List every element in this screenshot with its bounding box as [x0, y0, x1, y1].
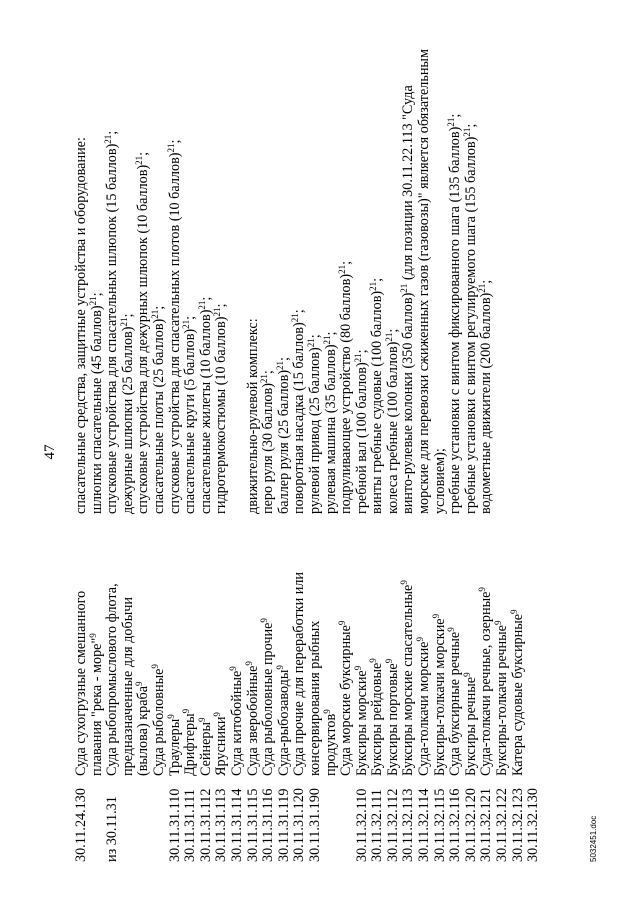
product-name-line [227, 538, 246, 776]
requirement-text: винто-рулевые колонки (350 баллов) [400, 292, 417, 514]
footnote-ref: 9 [274, 665, 285, 670]
footnote-ref: 21 [103, 134, 114, 144]
product-name-text: Суда-толкачи морские [416, 641, 433, 776]
footnote-ref: 21 [383, 332, 394, 342]
footnote-ref: 9 [227, 666, 238, 671]
footnote-ref: 9 [212, 712, 223, 717]
requirement-suffix: ; [353, 349, 370, 354]
requirement-suffix: ; [462, 123, 479, 128]
product-name-line [274, 538, 293, 776]
product-name-text: Суда прочие для переработки или [291, 571, 308, 776]
requirement-text: спасательные плоты (25 баллов) [150, 318, 167, 514]
product-name-line [149, 538, 168, 776]
footnote-ref: 21 [212, 307, 223, 317]
product-name-line [165, 538, 184, 776]
requirement-line [401, 42, 448, 514]
footnote-ref: 9 [165, 714, 176, 719]
requirement-line [352, 42, 371, 514]
product-name-text: Суда буксирные речные [447, 631, 464, 776]
okpd-code: 30.11.31.115 [244, 788, 261, 862]
requirement-text: подруливающее устройство (80 баллов) [338, 273, 355, 514]
okpd-code-column [74, 780, 542, 862]
requirement-text: спасательные жилеты (10 баллов) [197, 309, 214, 514]
footnote-ref: 21 [259, 374, 270, 384]
footnote-ref: 21 [165, 143, 176, 153]
file-name-footer: 5032451.doc [589, 815, 598, 862]
footnote-ref: 9 [368, 658, 379, 663]
product-name-text: плавания "река - море" [88, 637, 105, 776]
requirement-suffix: ; [150, 305, 167, 310]
footnote-ref: 21 [446, 117, 457, 127]
requirement-suffix: ; [291, 309, 308, 314]
product-name-text: Суда-толкачи речные, озерные [478, 591, 495, 776]
footnote-ref: 21 [399, 283, 410, 293]
okpd-code: 30.11.31.112 [197, 788, 214, 862]
product-name-line [243, 538, 262, 776]
okpd-code: 30.11.32.115 [431, 788, 448, 862]
product-name-text: Сейнеры [197, 721, 214, 776]
footnote-ref: 9 [446, 627, 457, 632]
requirement-text: гидротермокостюмы (10 баллов) [213, 316, 230, 514]
product-name-line [105, 538, 121, 776]
requirement-text: винты гребные судовые (100 баллов) [369, 290, 386, 514]
product-name-text: Суда морские буксирные [338, 625, 355, 776]
product-name-text: Катера судовые буксирные [509, 613, 526, 776]
requirement-suffix: ; [447, 113, 464, 118]
okpd-code: 30.11.32.110 [353, 788, 370, 862]
product-name-text: Буксиры рейдовые [369, 662, 386, 776]
okpd-code: из 30.11.31 [104, 796, 121, 862]
footnote-ref: 9 [461, 672, 472, 677]
requirement-text: шлюпки спасательные (45 баллов) [88, 305, 105, 514]
requirement-text: колеса гребные (100 баллов) [384, 341, 401, 514]
footnote-ref: 21 [181, 319, 192, 329]
requirement-text: поворотная насадка (15 баллов) [291, 322, 308, 514]
requirement-line [87, 42, 106, 514]
okpd-code: 30.11.32.111 [369, 789, 386, 862]
product-name-text: Буксиры портовые [384, 663, 401, 776]
footnote-ref: 21 [461, 127, 472, 137]
okpd-code: 30.11.31.111 [182, 789, 199, 862]
footnote-ref: 9 [181, 708, 192, 714]
okpd-code: 30.11.31.114 [228, 788, 245, 862]
requirement-text: спусковые устройства для дежурных шлюпок (10 баллов) [135, 164, 152, 514]
requirement-suffix: ; [322, 331, 339, 336]
product-name-text: Дрифтеры [182, 713, 199, 776]
requirement-text: спасательные круги (5 баллов) [182, 328, 199, 514]
requirement-line [370, 42, 386, 514]
product-name-text: Суда зверобойные [244, 665, 261, 776]
okpd-code: 30.11.31.113 [213, 788, 230, 862]
product-name-text: Буксиры речные [462, 676, 479, 776]
footnote-ref: 21 [149, 309, 160, 319]
requirement-suffix: ; [104, 130, 121, 135]
requirement-line [339, 42, 355, 514]
requirement-suffix: ; [166, 139, 183, 144]
requirement-text: гребной вал (100 баллов) [353, 362, 370, 514]
product-name-text: Буксиры морские [353, 670, 370, 776]
requirement-text: спасательные средства, защитные устройства и оборудование: [73, 137, 89, 514]
product-name-text: Суда рыболовные [150, 668, 167, 776]
footnote-ref: 9 [196, 717, 207, 722]
product-name-line [308, 538, 324, 776]
product-name-text: Суда рыбопромыслового флота, [104, 583, 121, 776]
requirement-text: движительно-рулевой комплекс: [244, 318, 261, 514]
footnote-ref: 9 [243, 661, 254, 666]
okpd-code: 30.11.31.120 [291, 788, 308, 862]
requirement-suffix: ; [275, 357, 292, 361]
okpd-code [339, 780, 355, 862]
product-name-text: Суда-рыбозаводы [275, 669, 292, 776]
requirement-line [105, 42, 121, 514]
product-name-line [74, 538, 90, 776]
requirement-line [261, 42, 277, 514]
requirement-text: спусковые устройства для спасательных шлюпок (15 баллов) [104, 143, 121, 514]
okpd-code: 30.11.32.114 [416, 788, 433, 862]
footnote-ref: 21 [118, 317, 129, 327]
requirement-line [305, 42, 324, 514]
product-name-line [401, 538, 417, 776]
requirement-suffix: ; [478, 279, 495, 284]
document-page [40, 42, 600, 862]
requirement-line [321, 42, 340, 514]
product-name-line [321, 538, 340, 776]
footnote-ref: 9 [87, 633, 98, 638]
okpd-code: 30.11.31.110 [166, 788, 183, 862]
requirement-text: водометные движители (200 баллов) [478, 292, 495, 514]
product-name-line [196, 538, 215, 776]
product-name-line [479, 538, 495, 776]
product-name-line [214, 538, 230, 776]
okpd-code: 30.11.32.112 [384, 788, 401, 862]
requirement-line [149, 42, 168, 514]
footnote-ref: 21 [134, 155, 145, 165]
requirement-suffix: ; [197, 296, 214, 301]
footnote-ref: 9 [352, 665, 363, 671]
footnote-ref: 9 [493, 620, 504, 626]
requirement-suffix: ; [338, 260, 355, 265]
requirement-suffix: (для позиции 30.11.22.113 "Суда морские для перевозки сжиженных газов (газовозы)" является обязательным условием); [400, 49, 448, 514]
footnote-ref: 21 [337, 264, 348, 274]
requirement-text: рулевой привод (25 баллов) [306, 347, 323, 514]
requirement-line [165, 42, 184, 514]
requirement-text: гребные установки с винтом фиксированного шага (135 баллов) [447, 126, 464, 514]
requirement-suffix: ; [213, 303, 230, 308]
product-name-line [448, 538, 464, 776]
okpd-code: 30.11.32.123 [509, 788, 526, 862]
requirement-line [274, 42, 293, 514]
product-name-column [74, 538, 526, 776]
okpd-code: 30.11.32.121 [478, 788, 495, 862]
product-name-text: Суда китобойные [228, 670, 245, 776]
footnote-ref: 21 [352, 353, 363, 363]
footnote-ref: 21 [305, 338, 316, 348]
footnote-ref: 9 [383, 658, 394, 664]
product-name-line [292, 538, 308, 776]
footnote-ref: 9 [259, 618, 270, 623]
product-name-text: предназначенные для добычи [119, 597, 136, 776]
footnote-ref: 9 [477, 587, 488, 592]
okpd-code [90, 780, 106, 862]
product-name-text: (вылова) краба [135, 685, 152, 776]
requirement-line [196, 42, 215, 514]
requirement-text: дежурные шлюпки (25 баллов) [119, 326, 136, 514]
okpd-code: 30.11.31.190 [306, 788, 323, 862]
product-name-text: Суда сухогрузные смешанного [73, 590, 89, 776]
requirement-suffix: ; [306, 334, 323, 339]
requirement-line [74, 42, 90, 514]
requirement-line [183, 42, 199, 514]
requirement-suffix: ; [88, 292, 105, 297]
product-name-text: Суда рыболовные прочие [260, 622, 277, 776]
product-name-line [508, 538, 527, 776]
footnote-ref: 9 [337, 620, 348, 626]
blank-line [230, 42, 246, 514]
product-name-text: Буксиры морские спасательные [400, 584, 417, 776]
requirement-suffix: ; [260, 370, 277, 375]
footnote-ref: 9 [508, 609, 519, 614]
okpd-code: 30.11.32.130 [525, 788, 542, 862]
okpd-code [152, 780, 168, 862]
requirement-suffix: ; [369, 277, 386, 282]
okpd-code: 30.11.32.120 [462, 788, 479, 862]
product-name-text: продуктов [322, 713, 339, 776]
product-name-text: Буксиры-толкачи речные [494, 625, 511, 776]
requirement-text: гребные установки с винтом регулируемого шага (155 баллов) [462, 136, 479, 514]
footnote-ref: 9 [399, 580, 410, 585]
product-name-line [352, 538, 371, 776]
requirement-line [479, 42, 495, 514]
footnote-ref: 21 [368, 281, 379, 291]
requirement-suffix: ; [182, 315, 199, 320]
requirements-column [74, 42, 495, 514]
footnote-ref: 9 [415, 637, 426, 642]
product-name-text: Траулеры [166, 718, 183, 776]
footnote-ref: 21 [477, 283, 488, 293]
okpd-code [136, 780, 152, 862]
requirement-line [246, 42, 262, 514]
requirement-text: спусковые устройства для спасательных плотов (10 баллов) [166, 152, 183, 514]
okpd-code: 30.11.24.130 [73, 788, 89, 862]
footnote-ref: 9 [134, 681, 145, 686]
requirement-suffix: ; [119, 313, 136, 318]
footnote-ref: 9 [149, 664, 160, 669]
footnote-ref: 9 [321, 709, 332, 714]
okpd-code [121, 780, 137, 862]
requirement-suffix: ; [135, 151, 152, 156]
okpd-code: 30.11.31.116 [260, 788, 277, 862]
product-name-line [183, 538, 199, 776]
requirement-line [448, 42, 464, 514]
product-name-text: консервирования рыбных [306, 620, 323, 776]
requirement-line [136, 42, 152, 514]
okpd-code [324, 780, 340, 862]
requirement-text: рулевая машина (35 баллов) [322, 344, 339, 514]
requirement-suffix: ; [384, 328, 401, 333]
product-name-line [370, 538, 386, 776]
product-name-line [495, 538, 511, 776]
product-name-text: Буксиры-толкачи морские [431, 618, 448, 776]
footnote-ref: 9 [430, 613, 441, 619]
product-name-text: Ярусники [213, 716, 230, 776]
product-name-line [87, 538, 106, 776]
footnote-ref: 21 [196, 300, 207, 310]
product-name-line [261, 538, 277, 776]
requirement-line [292, 42, 308, 514]
requirement-line [214, 42, 230, 514]
footnote-ref: 21 [290, 313, 301, 323]
product-name-line [339, 538, 355, 776]
product-name-line [430, 538, 449, 776]
product-name-line [417, 538, 433, 776]
product-name-line [136, 538, 152, 776]
footnote-ref: 21 [87, 296, 98, 306]
okpd-code: 30.11.32.113 [400, 788, 417, 862]
okpd-code: 30.11.32.116 [447, 788, 464, 862]
okpd-code: 30.11.32.122 [494, 788, 511, 862]
requirement-text: баллер руля (25 баллов) [275, 369, 292, 514]
page-number: 47 [42, 444, 58, 460]
requirement-text: перо руля (30 баллов) [260, 383, 277, 514]
footnote-ref: 21 [321, 335, 332, 345]
footnote-ref: 21 [274, 360, 285, 370]
okpd-code: 30.11.31.119 [275, 788, 292, 862]
